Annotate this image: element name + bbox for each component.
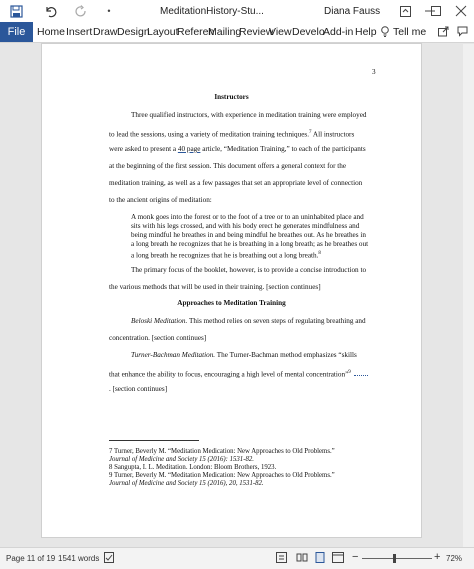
body-line: were asked to present a 40 page article, “Meditation Training,” to each of the participants <box>109 145 366 153</box>
vertical-scrollbar[interactable] <box>463 44 474 547</box>
tab-add-ins[interactable]: Add-in <box>323 26 354 38</box>
ribbon-tabs <box>0 22 474 43</box>
web-layout-icon[interactable] <box>332 552 344 565</box>
heading-instructors: Instructors <box>214 93 249 101</box>
tab-file[interactable]: File <box>0 22 33 42</box>
body-line: meditation training, as well as a few passages that set an appropriate level of connection <box>109 179 363 187</box>
footnote: 7 Turner, Beverly M. “Meditation Medication: New Approaches to Old Problems.” <box>109 448 335 455</box>
lightbulb-icon[interactable] <box>380 26 392 40</box>
read-mode-icon[interactable] <box>296 552 308 565</box>
tab-developer[interactable]: Develo <box>292 26 325 38</box>
tab-home[interactable]: Home <box>37 26 66 38</box>
page-number: 3 <box>372 68 376 76</box>
tab-help[interactable]: Help <box>355 26 377 38</box>
word-count[interactable]: 1541 words <box>58 554 100 563</box>
document-title: MeditationHistory-Stu... <box>160 5 264 17</box>
zoom-out-button[interactable]: − <box>352 551 359 563</box>
tab-mailings[interactable]: Mailing <box>208 26 242 38</box>
heading-approaches: Approaches to Meditation Training <box>177 299 286 307</box>
status-bar <box>0 547 474 569</box>
zoom-level[interactable]: 72% <box>446 554 463 563</box>
ribbon-display-options-icon[interactable] <box>398 3 412 19</box>
block-quote-line: a long breath he recognizes that he is breathing in a long breath; as he breathes out <box>131 240 369 248</box>
footnote-separator <box>109 440 199 441</box>
tab-insert[interactable]: Insert <box>66 26 93 38</box>
comments-icon[interactable] <box>457 26 469 40</box>
block-quote-line: sits with his legs crossed, and with his body erect he generates mindfulness and <box>131 222 360 230</box>
tab-view[interactable]: View <box>269 26 292 38</box>
body-line: Turner-Bachman Meditation. The Turner-Bachman method emphasizes “skills <box>131 351 357 359</box>
cursor-marker <box>354 372 368 376</box>
footnote: Journal of Medicine and Society 15 (2016): 1531-82. <box>109 456 254 463</box>
document-page[interactable] <box>41 43 422 538</box>
body-line: . [section continues] <box>109 385 168 393</box>
tab-draw[interactable]: Draw <box>93 26 118 38</box>
footnote: 8 Sangupta, I. L. Meditation. London: Bloom Brothers, 1923. <box>109 464 277 471</box>
body-line: Beloski Meditation. This method relies on seven steps of regulating breathing and <box>131 317 366 325</box>
close-icon[interactable] <box>454 3 468 19</box>
share-icon[interactable] <box>438 26 450 40</box>
body-line: concentration. [section continues] <box>109 334 207 342</box>
block-quote-line: being mindful he breathes in and being mindful he breathes out. As he breathes in <box>131 231 366 239</box>
page-count[interactable]: Page 11 of 19 <box>6 554 56 563</box>
zoom-slider-thumb[interactable] <box>393 554 396 563</box>
body-line: Three qualified instructors, with experience in meditation training were employed <box>131 111 367 119</box>
print-layout-icon[interactable] <box>314 552 326 565</box>
tab-references[interactable]: Referen <box>177 26 215 38</box>
tab-layout[interactable]: Layout <box>147 26 179 38</box>
body-line: the various methods that will be used in their training. [section continues] <box>109 283 321 291</box>
customize-quick-access-icon[interactable]: • <box>107 6 111 16</box>
maximize-icon[interactable] <box>430 3 442 19</box>
zoom-slider-track[interactable] <box>362 558 432 559</box>
save-icon[interactable] <box>8 3 24 19</box>
user-name[interactable]: Diana Fauss <box>324 5 381 17</box>
block-quote-line: A monk goes into the forest or to the foot of a tree or to an uninhabited place and <box>131 213 364 221</box>
redo-icon[interactable] <box>73 3 89 19</box>
body-line: to lead the sessions, using a variety of meditation training techniques.$^7$ All instructors <box>109 130 355 139</box>
undo-icon[interactable] <box>42 3 58 19</box>
zoom-in-button[interactable]: + <box>434 551 441 563</box>
body-line: to the ancient origins of meditation: <box>109 196 212 204</box>
footnote: 9 Turner, Beverly M. “Meditation Medication: New Approaches to Old Problems.” <box>109 472 335 479</box>
tab-design[interactable]: Design <box>117 26 150 38</box>
title-bar <box>0 0 474 22</box>
focus-mode-icon[interactable] <box>276 552 287 565</box>
body-line: that enhance the ability to focus, encouraging a high level of mental concentration”$^9$ <box>109 368 368 379</box>
block-quote-line: a long breath he recognizes that he is breathing out a long breath.$^8$ <box>131 251 321 260</box>
body-line: at the beginning of the first session. This document offers a general context for the <box>109 162 347 170</box>
tab-review[interactable]: Review <box>239 26 274 38</box>
footnote: Journal of Medicine and Society 15 (2016), 20, 1531-82. <box>109 480 264 487</box>
body-line: The primary focus of the booklet, however, is to provide a concise introduction to <box>131 266 367 274</box>
proofing-icon[interactable] <box>104 552 116 565</box>
tell-me-search[interactable]: Tell me <box>393 26 427 38</box>
